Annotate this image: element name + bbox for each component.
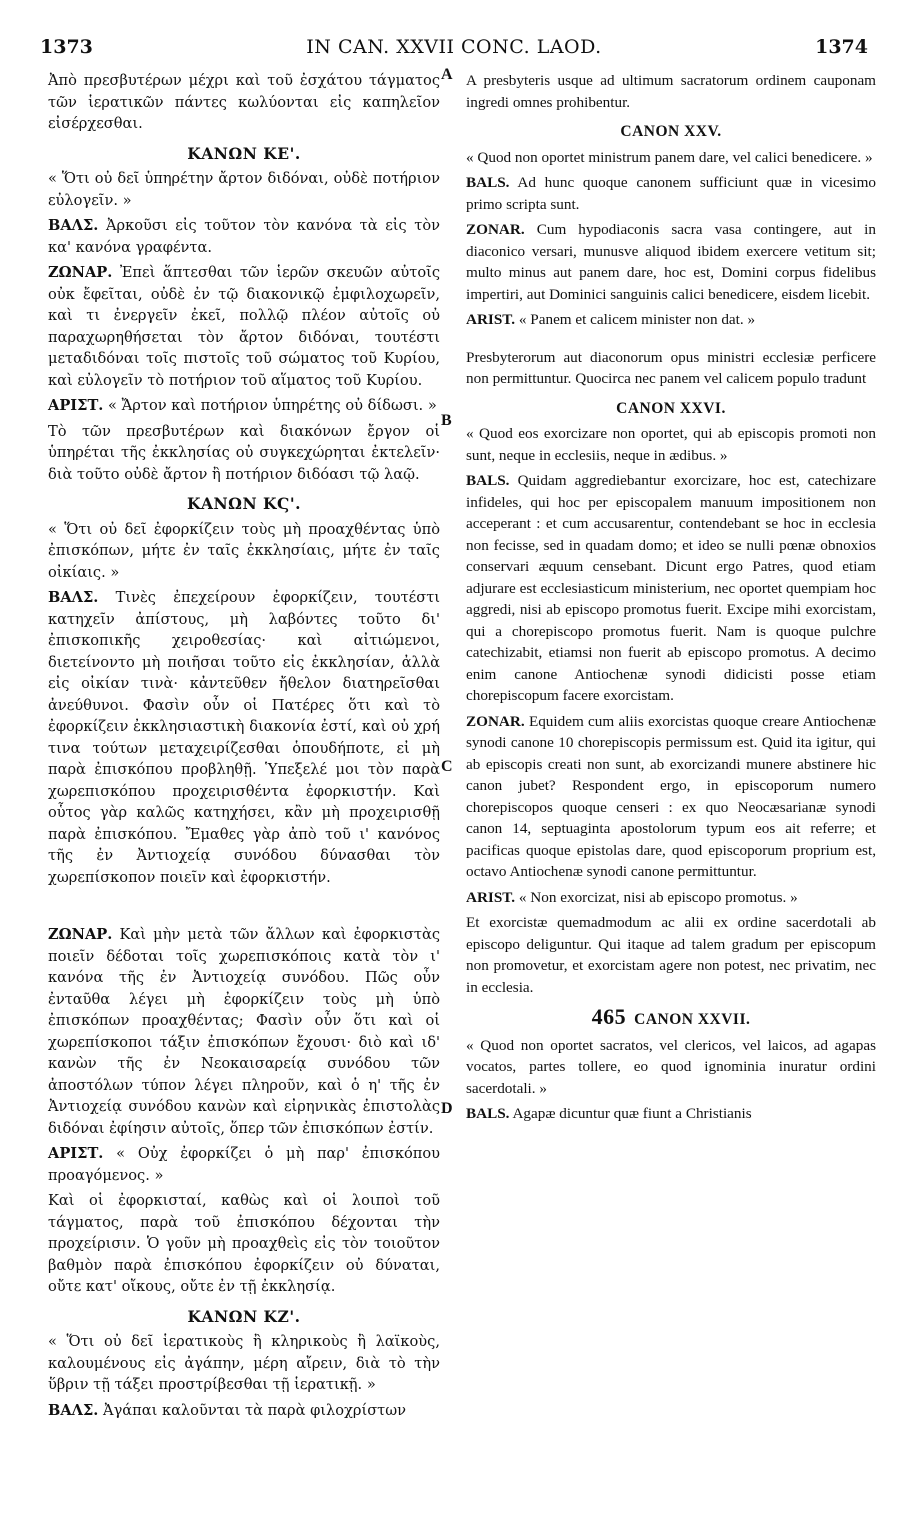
paragraph <box>48 519 440 584</box>
canon-heading <box>466 398 876 420</box>
canon-heading-text: ΚΑΝΩΝ ΚΖ'. <box>187 1306 301 1326</box>
paragraph <box>466 887 876 909</box>
paragraph-text: Τινὲς ἐπεχείρουν ἐφορκίζειν, τουτέστι κατηχεῖν ἀπίστους, μὴ λαβόντες τοῦτο δι' ἐπισκοπικῆς χειροθεσίας· καὶ αἰτιώμενοι, διετείνοντο μὴ ποιῆσαι τοῦτο εἰς ἐκκλησίαν, ἀλλὰ εἰς οἰκίαν τινὰ· κἀντεῦθεν ἤθελον διατηρεῖσθαι ἀνεύθυνοι. Φασὶν οὖν οἱ Πατέρες ὅτι καὶ τὸ ἐφορκίζειν ἐκκλησιαστικὴ διακονία ἐστί, καὶ οὐ χρή τινα τούτων μεταχειρίζεσθαι ὁπουδήποτε, εἰ μὴ παρὰ ἐπισκόπου προβληθῇ. Ὑπεξελέ μοι τὸν παρὰ χωρεπισκόπου προχειρισθέντα ἐφορκιστήν. Καὶ οὗτος γὰρ καλῶς κατηχήσει, κἂν μὴ προχειρισθῇ παρὰ ἐπισκόπου. Ἔμαθες γὰρ ἀπὸ τοῦ ι' κανόνος τῆς ἐν Ἀντιοχείᾳ συνόδου δύνασθαι τὸν χωρεπίσκοπον ποιεῖν καὶ ἐφορκιστήν. <box>48 589 440 886</box>
commentator-siglum: ARIST. <box>466 888 516 906</box>
paragraph <box>466 912 876 998</box>
commentator-siglum: BALS. <box>466 472 510 489</box>
spacer <box>48 888 440 920</box>
commentator-siglum: BALS. <box>466 1105 510 1122</box>
margin-marker-c: C <box>441 758 453 775</box>
canon-heading-text: ΚΑΝΩΝ ΚΕ'. <box>187 143 301 163</box>
page-header <box>40 36 868 62</box>
paragraph <box>466 423 876 466</box>
page-number-right: 1374 <box>815 36 868 58</box>
canon-heading <box>466 121 876 143</box>
paragraph-text: « Quod eos exorcizare non oportet, qui ab episcopis promoti non sunt, neque in ecclesiis, neque in ædibus. » <box>466 425 876 464</box>
paragraph-text: « Quod non oportet sacratos, vel clericos, vel laicos, ad agapas vocatos, partes tollere, eo quod ignominia inuratur ordini sacerdotali. » <box>466 1036 876 1097</box>
commentator-siglum: ARIST. <box>466 311 516 328</box>
paragraph <box>48 587 440 888</box>
paragraph-text: « Quod non oportet ministrum panem dare, vel calici benedicere. » <box>466 148 873 166</box>
commentator-siglum: ΒΑΛΣ. <box>48 589 99 606</box>
paragraph <box>466 172 876 215</box>
paragraph <box>466 470 876 707</box>
paragraph <box>48 924 440 1139</box>
greek-column <box>48 66 440 1421</box>
commentator-siglum: ΒΑΛΣ. <box>48 217 99 234</box>
paragraph <box>48 421 440 486</box>
paragraph-text: « Ὅτι οὐ δεῖ ἱερατικοὺς ἢ κληρικοὺς ἢ λαϊκοὺς, καλουμένους εἰς ἀγάπην, μέρη αἴρειν, διὰ τὸ τὴν ὕβριν τῇ τάξει προστρίβεσθαι τῇ ἱερατικῇ. » <box>48 1333 440 1393</box>
paragraph <box>48 1143 440 1186</box>
paragraph <box>48 395 440 417</box>
paragraph-text: « Ὅτι οὐ δεῖ ἐφορκίζειν τοὺς μὴ προαχθέντας ὑπὸ ἐπισκόπων, μήτε ἐν ταῖς ἐκκλησίαις, μήτε ἐν ταῖς οἰκίαις. » <box>48 520 440 581</box>
commentator-siglum: ZONAR. <box>466 221 525 238</box>
paragraph <box>466 347 876 390</box>
paragraph-text: Ἀπὸ πρεσβυτέρων μέχρι καὶ τοῦ ἐσχάτου τάγματος τῶν ἱερατικῶν πάντες κωλύονται εἰς καπηλεῖον εἰσέρχεσθαι. <box>48 72 440 132</box>
commentator-siglum: ΖΩΝΑΡ. <box>48 264 113 281</box>
paragraph <box>48 168 440 211</box>
paragraph-text: Ἐπεὶ ἅπτεσθαι τῶν ἱερῶν σκευῶν αὐτοῖς οὐκ ἔφεῖται, οὐδὲ ἐν τῷ διακονικῷ ἐμφιλοχωρεῖν, καὶ τι ἐνεργεῖν ἐκεῖ, πολλῷ πλέον αὐτοῖς οὐ παραχωρηθήσεται τὸν ἄρτον διδόναι, τουτέστι μεταδιδόναι τοῖς πιστοῖς τοῦ σώματος τοῦ Κυρίου, καὶ εὐλογεῖν τὸ ποτήριον τοῦ αἵματος τοῦ Κυρίου. <box>48 264 440 389</box>
paragraph-text: Τὸ τῶν πρεσβυτέρων καὶ διακόνων ἔργον οἱ ὑπηρέται τῆς ἐκκλησίας οὐ συγκεχώρηται ἐκτελεῖν· διὰ τοῦτο οὐδὲ ἄρτον ἢ ποτήριον διδόασι τῷ λαῷ. <box>48 422 440 483</box>
paragraph <box>48 70 440 135</box>
canon-heading <box>466 1006 876 1031</box>
paragraph-text: « Οὐχ ἐφορκίζει ὁ μὴ παρ' ἐπισκόπου προαγόμενος. » <box>48 1145 440 1184</box>
paragraph-text: « Non exorcizat, nisi ab episcopo promotus. » <box>518 888 798 906</box>
canon-heading <box>48 1306 440 1328</box>
paragraph <box>48 1331 440 1396</box>
canon-heading-text: ΚΑΝΩΝ ΚϚ'. <box>187 494 301 513</box>
paragraph-text: « Ἄρτον καὶ ποτήριον ὑπηρέτης οὐ δίδωσι. » <box>108 397 437 414</box>
paragraph <box>466 1103 876 1125</box>
paragraph <box>48 215 440 258</box>
canon-heading-text: CANON XXV. <box>620 123 722 140</box>
paragraph-text: Ἀγάπαι καλοῦνται τὰ παρὰ φιλοχρίστων <box>103 1401 407 1419</box>
paragraph-text: Καὶ μὴν μετὰ τῶν ἄλλων καὶ ἐφορκιστὰς ποιεῖν δέδοται τοῖς χωρεπισκόποις κατὰ τὸν ι' κανόνα τῆς ἐν Ἀντιοχείᾳ συνόδου. Πῶς οὖν ἐνταῦθα λέγει μὴ ἐφορκίζειν τοὺς μὴ ὑπὸ ἐπισκόπων προαχθέντας; Φασὶν οὖν ὅτι καὶ οἱ χωρεπίσκοποι τάξιν ἐπισκόπων ἔχουσι· διὸ καὶ ιδ' κανὼν τῆς ἐν Νεοκαισαρείᾳ συνόδου τῶν ἀποστόλων τύπον λέγει πληροῦν, καὶ ὁ η' τῆς ἐν Ἀντιοχείᾳ συνόδου κανὼν καὶ εἰρηνικὰς ἐπιστολὰς διδόναι ἐφίησιν αὐτοῖς, ὅπερ τῶν ἐπισκόπων ἐστίν. <box>48 926 440 1137</box>
paragraph-text: Καὶ οἱ ἐφορκισταί, καθὼς καὶ οἱ λοιποὶ τοῦ τάγματος, παρὰ τοῦ ἐπισκόπου δέχονται τὴν προχείρισιν. Ὁ γοῦν μὴ προαχθεὶς εἰς τὸν τοιοῦτον βαθμὸν παρὰ ἐπισκόπου ἐφορκίζειν οὐ δύναται, οὔτε κατ' οἴκους, οὔτε ἐν τῇ ἐκκλησίᾳ. <box>48 1192 440 1295</box>
latin-column <box>466 66 876 1125</box>
paragraph <box>466 1035 876 1100</box>
canon-heading <box>48 493 440 515</box>
paragraph-text: A presbyteris usque ad ultimum sacratorum ordinem cauponam ingredi omnes prohibentur. <box>466 72 876 111</box>
paragraph-text: Quidam aggrediebantur exorcizare, hoc est, catechizare infideles, qui hoc per episcopalem manuum impositionem non acceperant : et cum accusarentur, contendebant se hoc in ecclesia non fecisse, sed in quadam domo; et ideo se nulli pœnæ obnoxios conservari æquum censebant. Dicunt ergo Patres, quod etiam adjurare est ecclesiasticum ministerium, nec oportet quempiam hoc aggredi, nisi ab episcopo promotus fuerit. Excipe mihi exorcistam, qui a chorepiscopo promotus fuerit. Nam is quoque pulchre catechizabit, etiamsi non fuerit ab episcopo promotus. A decimo enim canone Antiochenæ synodi didicisti posse etiam chorepiscopum facere exorcistam. <box>466 472 876 704</box>
margin-marker-b: B <box>441 412 452 429</box>
paragraph <box>466 219 876 305</box>
commentator-siglum: ΖΩΝΑΡ. <box>48 926 113 943</box>
paragraph-text: Equidem cum aliis exorcistas quoque creare Antiochenæ synodi canone 10 chorepiscopis permissum est. Quid ita igitur, qui ab episcopis creati non sunt, ab exorcizandi munere abstinere hic canon jubet? Respondent ergo, in episcoporum numero chorepiscopos quoque censeri : ex quo Neocæsarianæ synodi canon 14, septuaginta apostolorum typum eos ait referre; et pacificas quoque epistolas dare, quod episcoporum proprium est, octavo Antiochenæ synodi canone permittuntur. <box>466 712 876 880</box>
paragraph-text: Ad hunc quoque canonem sufficiunt quæ in vicesimo primo scripta sunt. <box>466 174 876 213</box>
paragraph-text: « Panem et calicem minister non dat. » <box>518 311 756 328</box>
paragraph-text: Agapæ dicuntur quæ fiunt a Christianis <box>512 1105 752 1122</box>
column-number: 465 <box>591 1004 627 1029</box>
paragraph <box>466 309 876 331</box>
paragraph <box>48 262 440 391</box>
page-number-left: 1373 <box>40 36 93 58</box>
running-title: IN CAN. XXVII CONC. LAOD. <box>306 36 602 58</box>
paragraph <box>466 70 876 113</box>
commentator-siglum: ΑΡΙΣΤ. <box>48 1145 104 1162</box>
canon-heading <box>48 143 440 165</box>
paragraph-text: Presbyterorum aut diaconorum opus ministri ecclesiæ perficere non permittuntur. Quocirca nec panem vel calicem populo tradunt <box>466 348 876 387</box>
paragraph <box>48 1190 440 1298</box>
commentator-siglum: ZONAR. <box>466 712 525 730</box>
commentator-siglum: ΒΑΛΣ. <box>48 1401 99 1419</box>
paragraph-text: Ἀρκοῦσι εἰς τοῦτον τὸν κανόνα τὰ εἰς τὸν κα' κανόνα γραφέντα. <box>48 217 441 256</box>
paragraph <box>48 1400 440 1422</box>
margin-marker-a: A <box>441 66 453 83</box>
commentator-siglum: ΑΡΙΣΤ. <box>48 397 104 414</box>
margin-marker-d: D <box>441 1100 453 1117</box>
spacer <box>466 331 876 343</box>
paragraph <box>466 711 876 883</box>
canon-heading-text: CANON XXVI. <box>616 399 726 417</box>
paragraph-text: « Ὅτι οὐ δεῖ ὑπηρέτην ἄρτον διδόναι, οὐδὲ ποτήριον εὐλογεῖν. » <box>48 170 440 209</box>
commentator-siglum: BALS. <box>466 174 510 191</box>
paragraph-text: Et exorcistæ quemadmodum ac alii ex ordine sacerdotali ab episcopo deliguntur. Qui itaque ad talem gradum per episcopum non promovetur, et exorcistam agere non potest, nec privatim, nec in ecclesia. <box>466 914 876 996</box>
paragraph <box>466 147 876 169</box>
paragraph-text: Cum hypodiaconis sacra vasa contingere, aut in diaconico versari, munusve aliquod ibidem exercere vetitum sit; multo minus aut panem dare, hoc est, Domini corpus fidelibus impertiri, aut Dominici sanguinis calici benedicere, eisdem licebit. <box>466 221 877 303</box>
canon-heading-text: CANON XXVII. <box>634 1011 751 1028</box>
